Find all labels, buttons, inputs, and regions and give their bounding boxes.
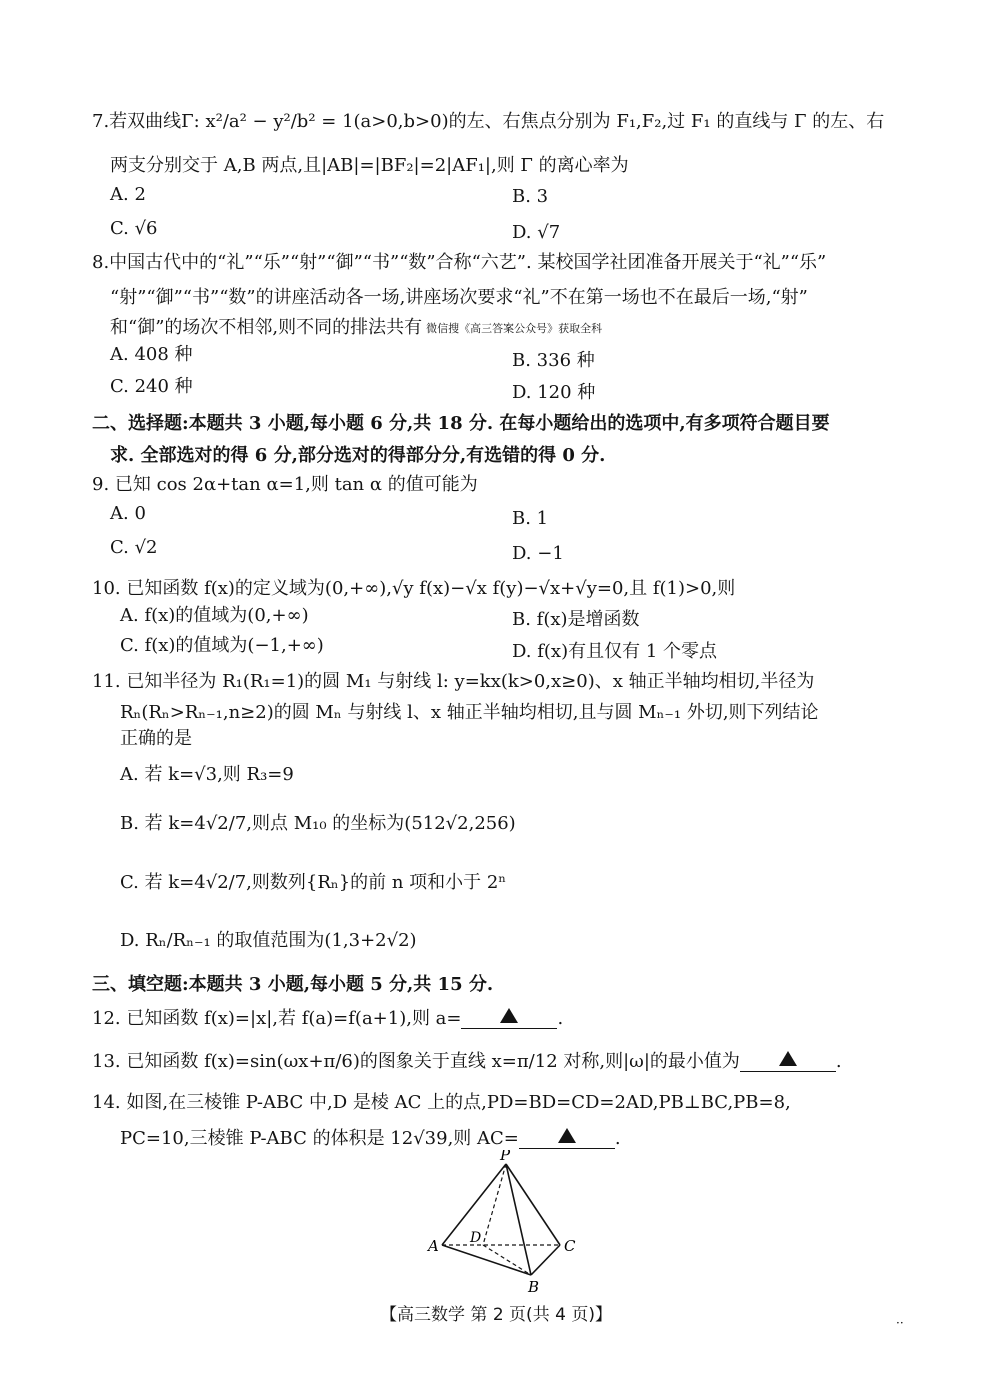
q10-stem: 10. 已知函数 f(x)的定义域为(0,+∞),√y f(x)−√x f(y)−√x+√y=0,且 f(1)>0,则 (92, 578, 736, 599)
label-C: C (564, 1237, 576, 1255)
q8-line1: 8.中国古代中的“礼”“乐”“射”“御”“书”“数”合称“六艺”. 某校国学社团准备开展关于“礼”“乐” (92, 252, 827, 273)
q7-option-b: B. 3 (512, 186, 549, 207)
q7-option-d: D. √7 (512, 222, 561, 243)
q13-end: . (835, 1051, 842, 1072)
q8-option-d: D. 120 种 (512, 382, 596, 403)
q11-line3: 正确的是 (120, 728, 192, 749)
q11-line2: Rₙ(Rₙ>Rₙ₋₁,n≥2)的圆 Mₙ 与射线 l、x 轴正半轴均相切,且与圆 Mₙ₋₁ 外切,则下列结论 (120, 702, 819, 723)
q14-line2 (120, 1128, 621, 1149)
edge-BC (531, 1245, 560, 1275)
corner-mark: ·· (896, 1316, 904, 1330)
q14-line1: 14. 如图,在三棱锥 P-ABC 中,D 是棱 AC 上的点,PD=BD=CD=2AD,PB⊥BC,PB=8, (92, 1092, 791, 1113)
section2-line1: 二、选择题:本题共 3 小题,每小题 6 分,共 18 分. 在每小题给出的选项中,有多项符合题目要 (92, 413, 830, 434)
section3-heading: 三、填空题:本题共 3 小题,每小题 5 分,共 15 分. (92, 974, 494, 995)
q7-line1: 7.若双曲线Γ: x²/a² − y²/b² = 1(a>0,b>0)的左、右焦点分别为 F₁,F₂,过 F₁ 的直线与 Γ 的左、右 (92, 111, 885, 132)
triangle-marker-icon (558, 1128, 576, 1143)
q9-option-c: C. √2 (110, 537, 158, 558)
q12-line (92, 1008, 563, 1029)
q9-option-a: A. 0 (110, 503, 146, 524)
q7-option-a: A. 2 (110, 184, 146, 205)
q10-option-c: C. f(x)的值域为(−1,+∞) (120, 635, 324, 656)
page-footer: 【高三数学 第 2 页(共 4 页)】 (380, 1305, 612, 1325)
q12-end: . (557, 1008, 564, 1029)
q14-answer-blank[interactable] (519, 1128, 615, 1149)
q10-option-d: D. f(x)有且仅有 1 个零点 (512, 641, 717, 662)
q13-line (92, 1051, 842, 1072)
q10-option-a: A. f(x)的值域为(0,+∞) (120, 605, 309, 626)
watermark-text: 微信搜《高三答案公众号》获取全科 (426, 321, 603, 335)
q8-option-a: A. 408 种 (110, 344, 193, 365)
q10-option-b: B. f(x)是增函数 (512, 609, 640, 630)
edge-AB (442, 1245, 531, 1275)
q13-stem: 13. 已知函数 f(x)=sin(ωx+π/6)的图象关于直线 x=π/12 对称,则|ω|的最小值为 (92, 1051, 740, 1072)
q8-line3 (110, 319, 602, 337)
q9-stem: 9. 已知 cos 2α+tan α=1,则 tan α 的值可能为 (92, 474, 478, 495)
q11-option-c: C. 若 k=4√2/7,则数列{Rₙ}的前 n 项和小于 2ⁿ (120, 872, 507, 893)
q11-option-a: A. 若 k=√3,则 R₃=9 (120, 764, 294, 785)
q11-option-b: B. 若 k=4√2/7,则点 M₁₀ 的坐标为(512√2,256) (120, 813, 516, 834)
triangle-marker-icon (500, 1008, 518, 1023)
q8-option-b: B. 336 种 (512, 350, 595, 371)
q7-line2: 两支分别交于 A,B 两点,且|AB|=|BF₂|=2|AF₁|,则 Γ 的离心率为 (110, 155, 629, 176)
edge-PC (506, 1164, 560, 1245)
q8-line3-text: 和“御”的场次不相邻,则不同的排法共有 (110, 317, 423, 338)
q13-answer-blank[interactable] (740, 1051, 836, 1072)
q12-stem: 12. 已知函数 f(x)=|x|,若 f(a)=f(a+1),则 a= (92, 1008, 462, 1029)
q7-option-c: C. √6 (110, 218, 158, 239)
label-D: D (470, 1230, 482, 1246)
label-A: A (428, 1237, 439, 1255)
label-P: P (500, 1150, 511, 1164)
section2-line2: 求. 全部选对的得 6 分,部分选对的得部分分,有选错的得 0 分. (110, 445, 606, 466)
edge-PD-hidden (483, 1164, 506, 1245)
q9-option-d: D. −1 (512, 543, 564, 564)
edge-DB-hidden (483, 1245, 531, 1275)
q8-option-c: C. 240 种 (110, 376, 193, 397)
q12-answer-blank[interactable] (461, 1008, 557, 1029)
triangle-marker-icon (779, 1051, 797, 1066)
q11-line1: 11. 已知半径为 R₁(R₁=1)的圆 M₁ 与射线 l: y=kx(k>0,x≥0)、x 轴正半轴均相切,半径为 (92, 671, 815, 692)
q14-end: . (614, 1128, 621, 1149)
pyramid-figure (420, 1150, 600, 1300)
q8-line2: “射”“御”“书”“数”的讲座活动各一场,讲座场次要求“礼”不在第一场也不在最后一场,“射” (110, 287, 808, 308)
edge-PB (506, 1164, 531, 1275)
label-B: B (528, 1278, 540, 1296)
q14-line2-text: PC=10,三棱锥 P-ABC 的体积是 12√39,则 AC= (120, 1128, 519, 1149)
q11-option-d: D. Rₙ/Rₙ₋₁ 的取值范围为(1,3+2√2) (120, 930, 417, 951)
q9-option-b: B. 1 (512, 508, 549, 529)
